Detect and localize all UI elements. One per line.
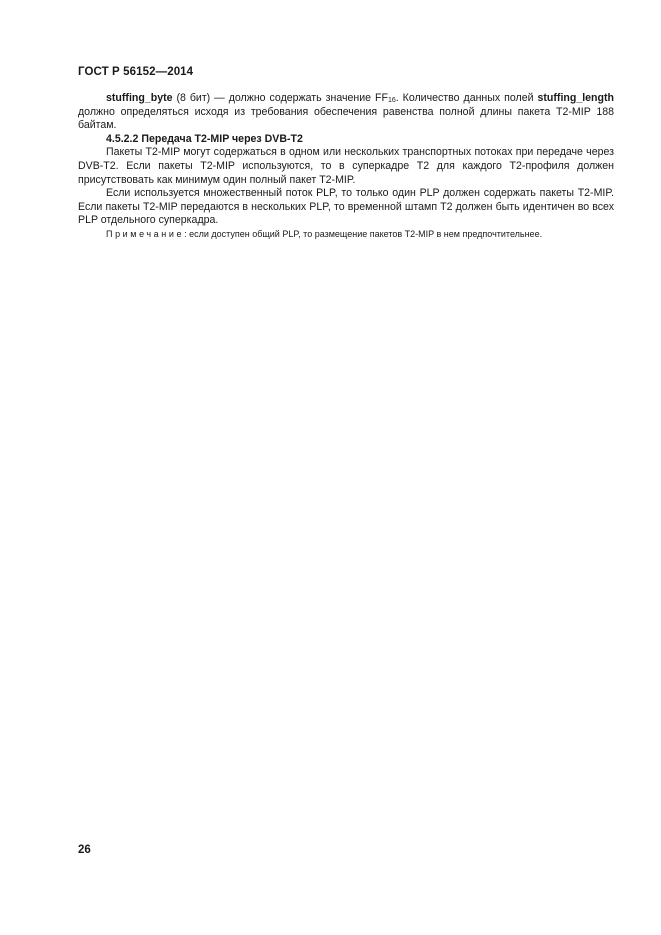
note-label: Примечание [106,228,185,239]
section-heading: 4.5.2.2 Передача Т2-MIP через DVB-T2 [106,132,303,145]
paragraph-text: . Количество данных полей [395,92,538,104]
note [78,228,614,240]
note-text: : если доступен общий PLP, то размещение пакетов Т2-MIP в нем предпочтительнее. [184,228,543,239]
paragraph-text: должно определяться исходя из требования обеспечения равенства полной длины пакета Т2-MIP 188 байтам. [78,105,614,132]
standard-header: ГОСТ Р 56152—2014 [78,66,194,78]
term-stuffing-length: stuffing_length [537,92,614,104]
page-number: 26 [78,844,91,856]
paragraph-text: (8 бит) — должно содержать значение FF [172,92,388,104]
paragraph-multiple-plp: Если используется множественный поток PLP, то только один PLP должен содержать пакеты Т2-MIP. Если пакеты Т2-MIP передаются в нескольких PLP, то временной штамп Т2 должен быть идентичен во всех PLP отдельного суперкадра. [78,187,614,227]
paragraph-t2mip-transport: Пакеты Т2-MIP могут содержаться в одном или нескольких транспортных потоках при передаче через DVB-T2. Если пакеты Т2-MIP используются, то в суперкадре Т2 для каждого Т2-профиля должен присутствовать как минимум один полный пакет Т2-MIP. [78,146,614,186]
paragraph-stuffing-byte [78,92,614,133]
subscript: 16 [387,97,396,104]
body-text [78,92,614,240]
term-stuffing-byte: stuffing_byte [106,92,173,104]
